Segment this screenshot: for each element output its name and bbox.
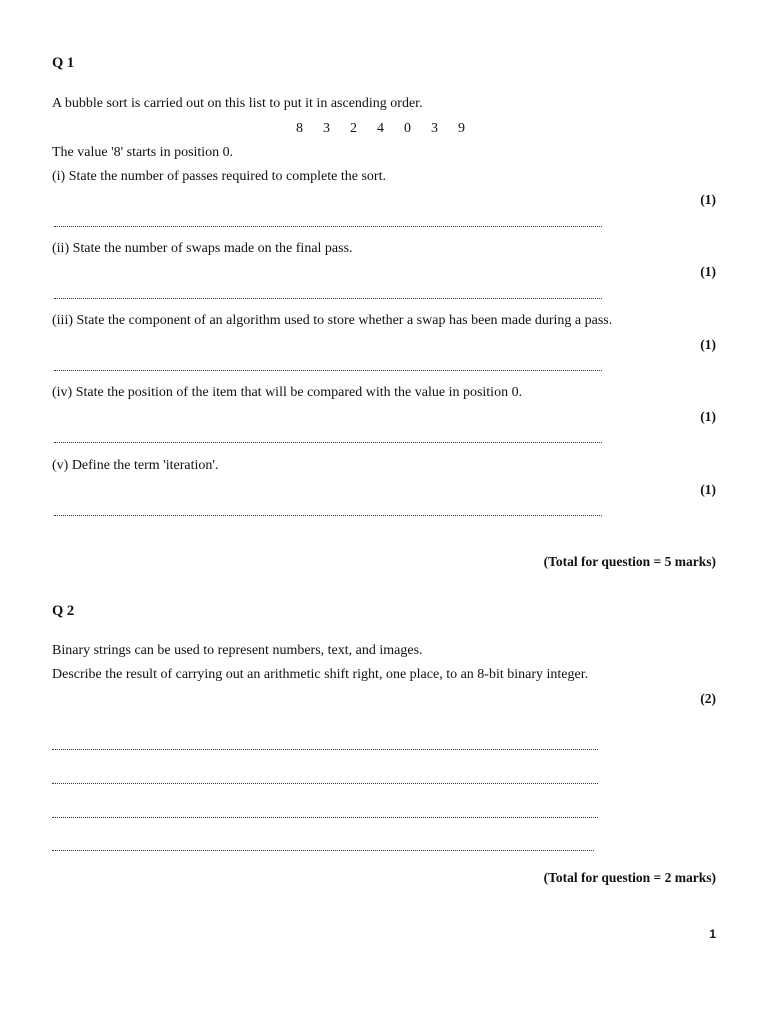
part-v-text: (v) Define the term 'iteration'.: [52, 458, 219, 473]
part-iv-text: (iv) State the position of the item that will be compared with the value in position 0.: [52, 385, 523, 400]
part-iii-answer-line[interactable]: [54, 370, 602, 371]
part-i-marks: (1): [700, 192, 716, 207]
question-2-line-1: Binary strings can be used to represent numbers, text, and images.: [52, 643, 423, 658]
list-item: 4: [377, 121, 384, 136]
list-item: 3: [431, 121, 438, 136]
question-2-marks: (2): [700, 691, 716, 706]
list-item: 3: [323, 121, 330, 136]
part-i-answer-line[interactable]: [54, 226, 602, 227]
question-1-heading: Q 1: [52, 55, 75, 71]
part-i-text: (i) State the number of passes required to complete the sort.: [52, 169, 386, 184]
part-v-answer-line[interactable]: [54, 515, 602, 516]
list-item: 2: [350, 121, 357, 136]
question-2-answer-line[interactable]: [52, 783, 598, 784]
part-iii-marks: (1): [700, 337, 716, 352]
question-2-answer-line[interactable]: [52, 749, 598, 750]
part-v-marks: (1): [700, 482, 716, 497]
list-item: 0: [404, 121, 411, 136]
part-ii-text: (ii) State the number of swaps made on the final pass.: [52, 241, 353, 256]
number-list: [296, 121, 485, 137]
part-iv-answer-line[interactable]: [54, 442, 602, 443]
list-item: 9: [458, 121, 465, 136]
question-2-answer-line[interactable]: [52, 850, 594, 851]
part-iv-marks: (1): [700, 409, 716, 424]
question-1-total: (Total for question = 5 marks): [543, 554, 716, 569]
question-2-line-2: Describe the result of carrying out an arithmetic shift right, one place, to an 8-bit binary integer.: [52, 667, 589, 682]
list-item: 8: [296, 121, 303, 136]
page-number: 1: [709, 927, 716, 941]
part-ii-marks: (1): [700, 264, 716, 279]
question-2-answer-line[interactable]: [52, 817, 598, 818]
question-2-heading: Q 2: [52, 603, 75, 619]
part-ii-answer-line[interactable]: [54, 298, 602, 299]
question-1-intro: A bubble sort is carried out on this list to put it in ascending order.: [52, 96, 423, 111]
question-2-total: (Total for question = 2 marks): [543, 870, 716, 885]
question-1-note: The value '8' starts in position 0.: [52, 145, 234, 160]
part-iii-text: (iii) State the component of an algorithm used to store whether a swap has been made during a pass.: [52, 313, 613, 328]
